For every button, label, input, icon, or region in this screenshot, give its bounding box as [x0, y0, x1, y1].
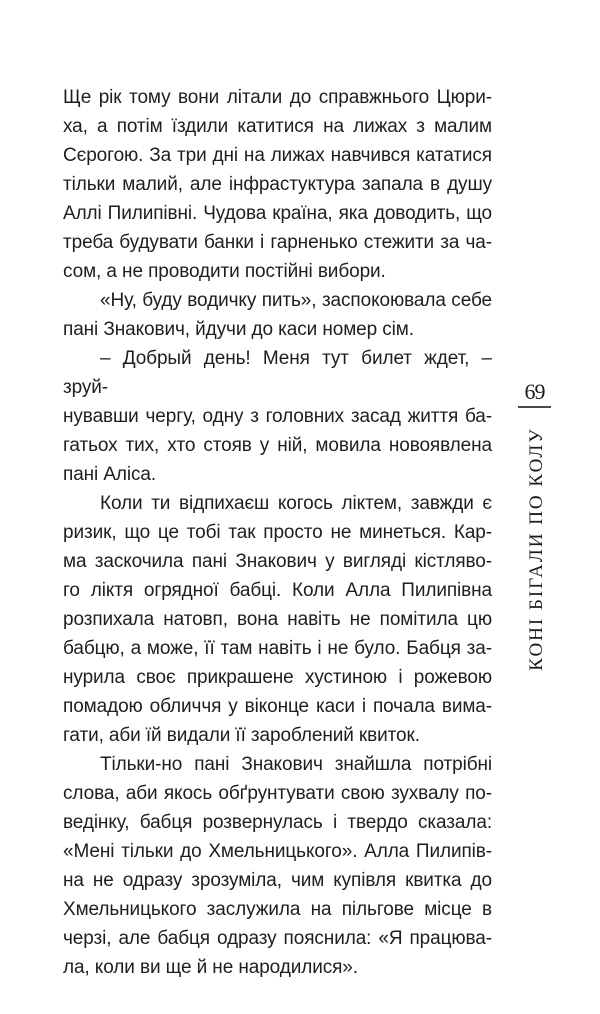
- text-line: бабцю, а може, її там навіть і не було. Бабця за-: [63, 638, 492, 659]
- text-line: Ще рік тому вони літали до справжнього Цюри-: [63, 87, 492, 108]
- text-line: слова, аби якось обґрунтувати свою зухвалу по-: [63, 783, 492, 804]
- text-line: Тільки-но пані Знакович знайшла потрібні: [100, 754, 492, 775]
- text-line: нурила своє прикрашене хустиною і рожевою: [63, 667, 492, 688]
- text-line: нувавши чергу, одну з головних засад життя ба-: [63, 406, 492, 427]
- text-line: на не одразу зрозуміла, чим купівля квитка до: [63, 870, 492, 891]
- text-line: Сєрогою. За три дні на лижах навчився кататися: [63, 145, 492, 166]
- text-line: сом, а не проводити постійні вибори.: [63, 261, 386, 282]
- text-line: помадою обличчя у віконце каси і почала вима-: [63, 696, 492, 717]
- text-line: – Добрый день! Меня тут билет ждет, – зруй-: [63, 348, 492, 398]
- text-line: ризик, що це тобі так просто не минеться. Кар-: [63, 522, 492, 543]
- text-line: «Мені тільки до Хмельницького». Алла Пилипів-: [63, 841, 492, 862]
- text-line: гати, аби їй видали її зароблений квиток.: [63, 725, 420, 746]
- text-line: го ліктя огрядної бабці. Коли Алла Пилипівна: [63, 580, 492, 601]
- text-line: гатьох тих, хто стояв у ній, мовила новоявлена: [63, 435, 492, 456]
- text-line: розпихала натовп, вона навіть не помітила цю: [63, 609, 492, 630]
- text-line: ведінку, бабця розвернулась і твердо сказала:: [63, 812, 492, 833]
- text-line: ла, коли ви ще й не народилися».: [63, 957, 358, 978]
- text-line: пані Знакович, йдучи до каси номер сім.: [63, 319, 414, 340]
- text-line: Хмельницького заслужила на пільгове місце в: [63, 899, 492, 920]
- text-line: черзі, але бабця одразу пояснила: «Я працюва-: [63, 928, 492, 949]
- text-line: треба будувати банки і гарненько стежити за ча-: [63, 232, 492, 253]
- text-line: ма заскочила пані Знакович у вигляді кістляво-: [63, 551, 492, 572]
- running-title: КОНІ БІГАЛИ ПО КОЛУ: [526, 427, 547, 671]
- page-text: [63, 83, 492, 982]
- text-line: тільки малий, але інфрастуктура запала в душу: [63, 174, 492, 195]
- text-line: «Ну, буду водичку пить», заспокоювала себе: [100, 290, 492, 311]
- text-line: пані Аліса.: [63, 464, 157, 485]
- page-number-value: 69: [524, 379, 545, 404]
- text-line: Аллі Пилипівні. Чудова країна, яка доводить, що: [63, 203, 492, 224]
- text-line: ха, а потім їздили катитися на лижах з малим: [63, 116, 492, 137]
- text-line: Коли ти відпихаєш когось ліктем, завжди є: [100, 493, 492, 514]
